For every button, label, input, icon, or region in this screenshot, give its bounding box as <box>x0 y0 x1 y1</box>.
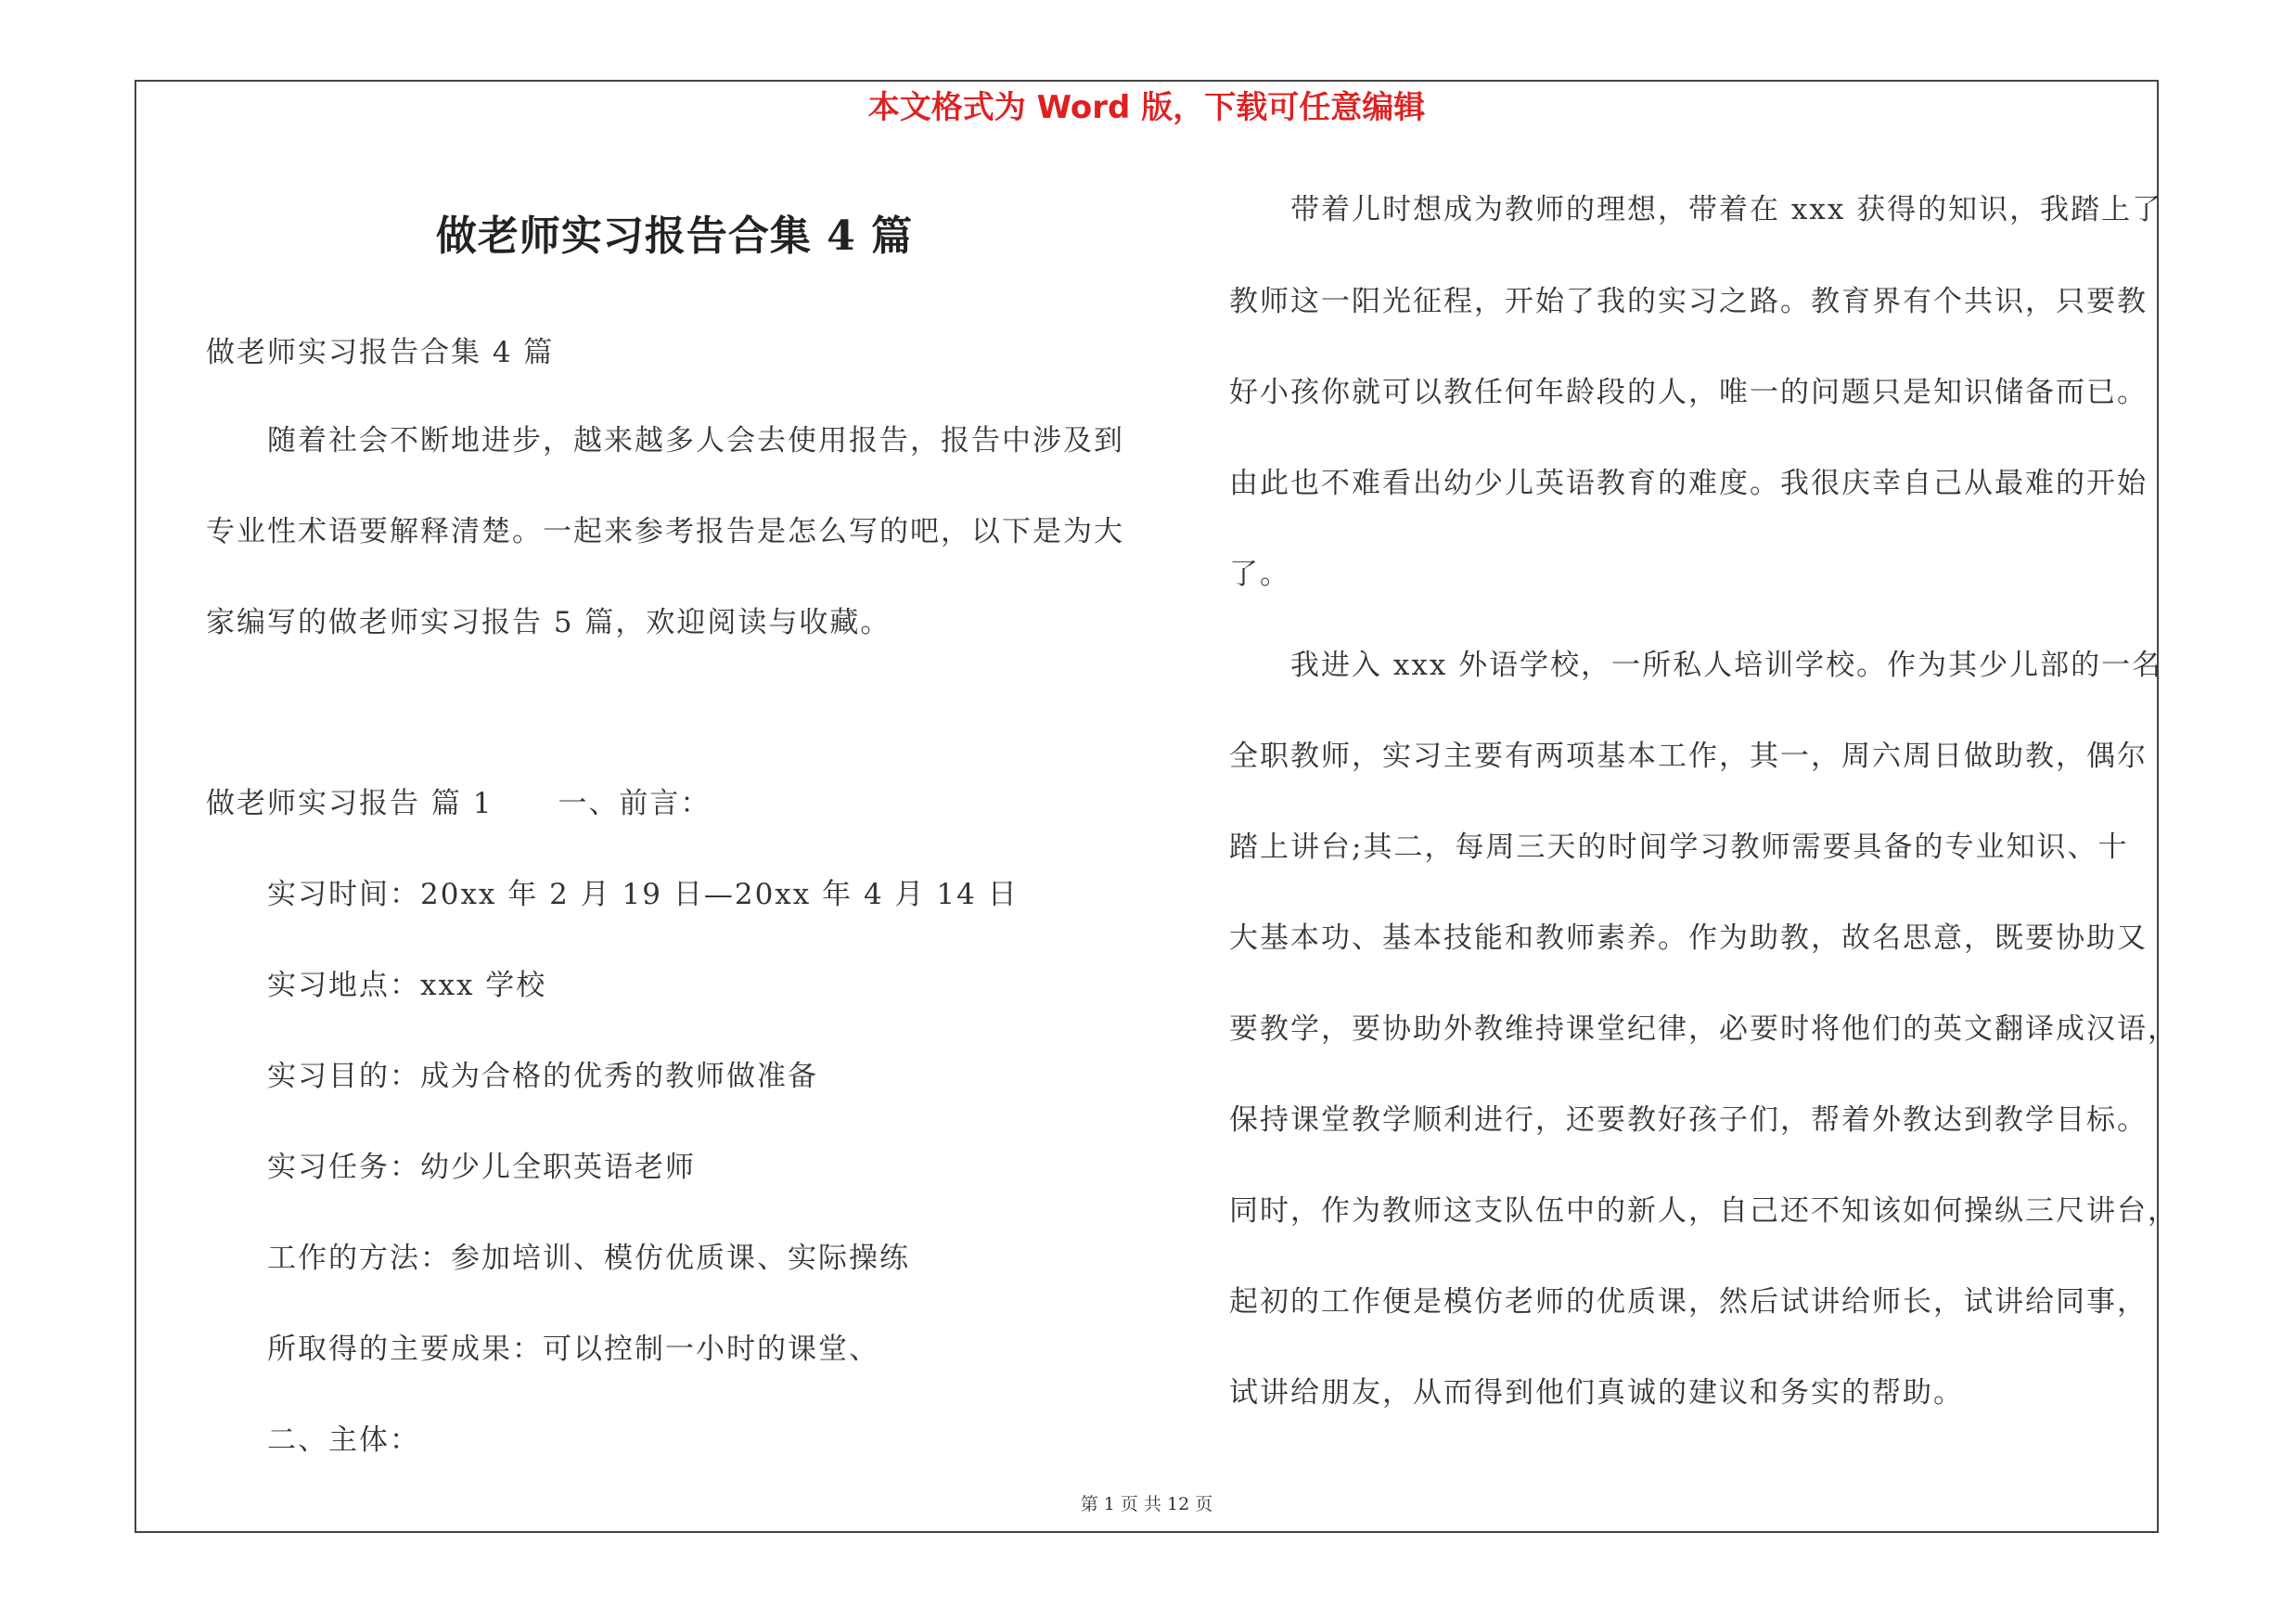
paragraph-line: 了。 <box>1229 558 1290 591</box>
paragraph-line: 教师这一阳光征程，开始了我的实习之路。教育界有个共识，只要教 <box>1229 285 2148 318</box>
info-item: 实习地点：xxx 学校 <box>267 969 547 1002</box>
intro-line: 专业性术语要解释清楚。一起来参考报告是怎么写的吧，以下是为大 <box>206 515 1124 548</box>
intro-line: 家编写的做老师实习报告 5 篇，欢迎阅读与收藏。 <box>206 606 891 639</box>
paragraph-line: 全职教师，实习主要有两项基本工作，其一，周六周日做助教，偶尔 <box>1229 740 2148 773</box>
section-heading-row <box>206 780 711 827</box>
paragraph-line: 大基本功、基本技能和教师素养。作为助教，故名思意，既要协助又 <box>1229 921 2148 955</box>
info-item: 实习时间：20xx 年 2 月 19 日—20xx 年 4 月 14 日 <box>267 878 1019 911</box>
document-title: 做老师实习报告合集 4 篇 <box>435 213 914 260</box>
page-number: 第 1 页 共 12 页 <box>1080 1494 1213 1514</box>
section-main-heading: 二、主体： <box>267 1423 420 1457</box>
section-heading: 做老师实习报告 篇 1 <box>206 787 494 820</box>
paragraph-line: 带着儿时想成为教师的理想，带着在 xxx 获得的知识，我踏上了 <box>1290 193 2163 226</box>
paragraph-line: 要教学，要协助外教维持课堂纪律，必要时将他们的英文翻译成汉语， <box>1229 1012 2178 1046</box>
paragraph-line: 好小孩你就可以教任何年龄段的人，唯一的问题只是知识储备而已。 <box>1229 376 2148 409</box>
section-subheading: 一、前言： <box>558 787 712 820</box>
word-format-banner: 本文格式为 Word 版，下载可任意编辑 <box>867 89 1426 126</box>
paragraph-line: 保持课堂教学顺利进行，还要教好孩子们，帮着外教达到教学目标。 <box>1229 1103 2148 1137</box>
paragraph-line: 试讲给朋友，从而得到他们真诚的建议和务实的帮助。 <box>1229 1376 1964 1410</box>
subtitle: 做老师实习报告合集 4 篇 <box>206 336 555 369</box>
intro-line: 随着社会不断地进步，越来越多人会去使用报告，报告中涉及到 <box>267 424 1124 457</box>
paragraph-line: 踏上讲台;其二，每周三天的时间学习教师需要具备的专业知识、十 <box>1229 831 2129 864</box>
paragraph-line: 由此也不难看出幼少儿英语教育的难度。我很庆幸自己从最难的开始 <box>1229 467 2148 500</box>
paragraph-line: 我进入 xxx 外语学校，一所私人培训学校。作为其少儿部的一名 <box>1290 649 2163 682</box>
info-item: 工作的方法：参加培训、模仿优质课、实际操练 <box>267 1242 910 1275</box>
paragraph-line: 同时，作为教师这支队伍中的新人，自己还不知该如何操纵三尺讲台， <box>1229 1194 2178 1228</box>
info-item: 实习任务：幼少儿全职英语老师 <box>267 1151 696 1184</box>
paragraph-line: 起初的工作便是模仿老师的优质课，然后试讲给师长，试讲给同事， <box>1229 1285 2148 1319</box>
info-item: 实习目的：成为合格的优秀的教师做准备 <box>267 1060 818 1093</box>
info-item: 所取得的主要成果：可以控制一小时的课堂、 <box>267 1333 879 1366</box>
